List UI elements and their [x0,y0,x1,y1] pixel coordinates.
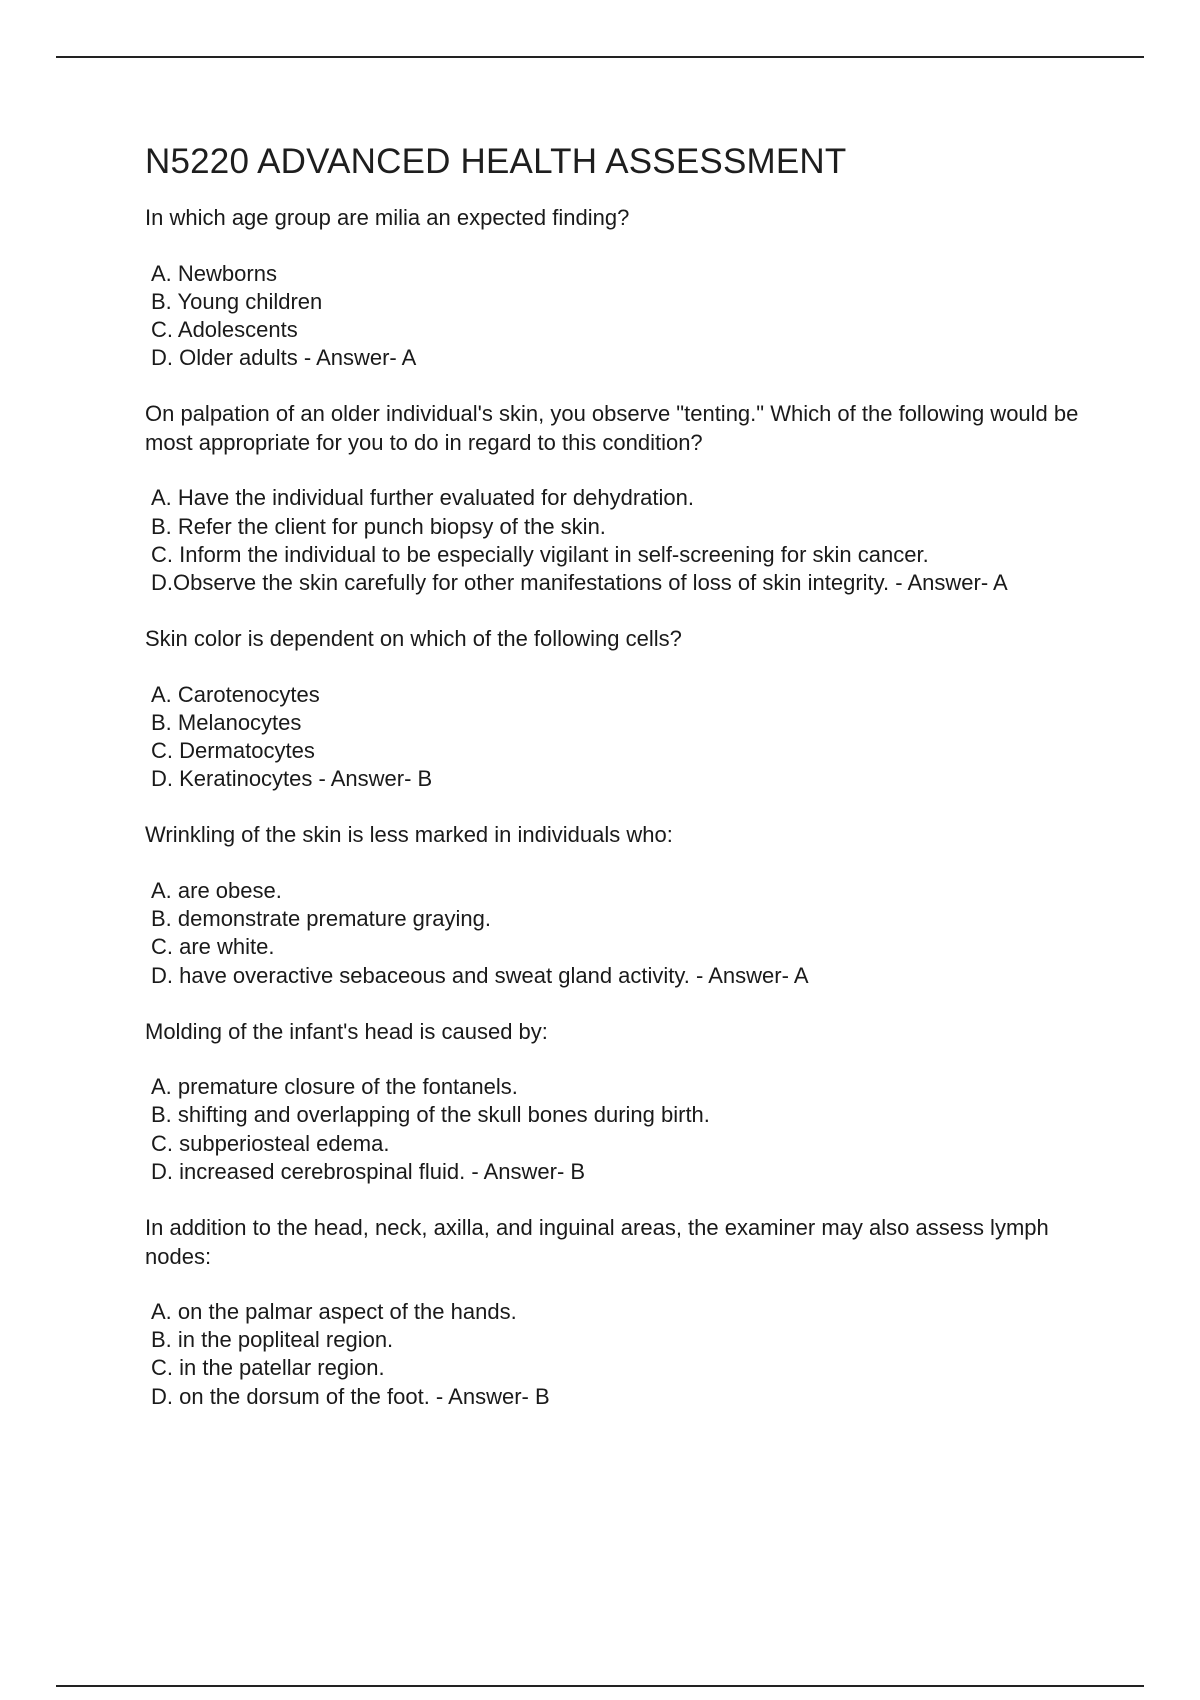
option-c: C. Adolescents [151,316,298,342]
option-b: B. demonstrate premature graying. [151,906,491,932]
answer-options [145,484,1085,597]
option-d: D. Older adults - Answer- A [151,345,417,371]
option-a: A. Have the individual further evaluated for dehydration. [151,485,694,511]
question-block-6 [145,1214,1085,1411]
answer-options [145,260,1085,373]
answer-options [145,681,1085,794]
option-c: C. are white. [151,934,275,960]
option-d: D.Observe the skin carefully for other manifestations of loss of skin integrity. - Answer- A [151,569,1008,595]
question-text: Skin color is dependent on which of the following cells? [145,626,682,652]
question-text: Wrinkling of the skin is less marked in individuals who: [145,822,673,848]
answer-options [145,1298,1085,1411]
header-rule [56,56,1144,58]
footer-rule [56,1685,1144,1687]
question-block-4 [145,821,1085,989]
document-body [145,140,1085,1439]
document-title: N5220 ADVANCED HEALTH ASSESSMENT [145,142,847,181]
option-c: C. Dermatocytes [151,738,315,764]
question-block-1 [145,204,1085,372]
question-text: Molding of the infant's head is caused by: [145,1018,548,1044]
option-b: B. in the popliteal region. [151,1327,394,1353]
option-c: C. in the patellar region. [151,1355,385,1381]
option-a: A. Newborns [151,260,277,286]
answer-options [145,1073,1085,1186]
option-d: D. have overactive sebaceous and sweat gland activity. - Answer- A [151,962,809,988]
question-text: In addition to the head, neck, axilla, and inguinal areas, the examiner may also assess lymph nodes: [145,1215,1049,1269]
option-d: D. Keratinocytes - Answer- B [151,766,433,792]
question-block-3 [145,625,1085,793]
option-a: A. Carotenocytes [151,681,320,707]
question-block-5 [145,1018,1085,1186]
option-b: B. Refer the client for punch biopsy of the skin. [151,513,606,539]
option-b: B. Young children [151,288,323,314]
option-a: A. are obese. [151,877,282,903]
option-d: D. on the dorsum of the foot. - Answer- B [151,1383,550,1409]
option-c: C. Inform the individual to be especially vigilant in self-screening for skin cancer. [151,541,929,567]
option-b: B. shifting and overlapping of the skull bones during birth. [151,1102,710,1128]
option-a: A. premature closure of the fontanels. [151,1074,518,1100]
option-b: B. Melanocytes [151,709,302,735]
option-d: D. increased cerebrospinal fluid. - Answer- B [151,1158,586,1184]
question-text: On palpation of an older individual's skin, you observe "tenting." Which of the following would be most appropriate for you to do in regard to this condition? [145,401,1079,455]
option-a: A. on the palmar aspect of the hands. [151,1299,517,1325]
question-text: In which age group are milia an expected finding? [145,205,630,230]
option-c: C. subperiosteal edema. [151,1130,390,1156]
question-block-2 [145,400,1085,597]
answer-options [145,877,1085,990]
